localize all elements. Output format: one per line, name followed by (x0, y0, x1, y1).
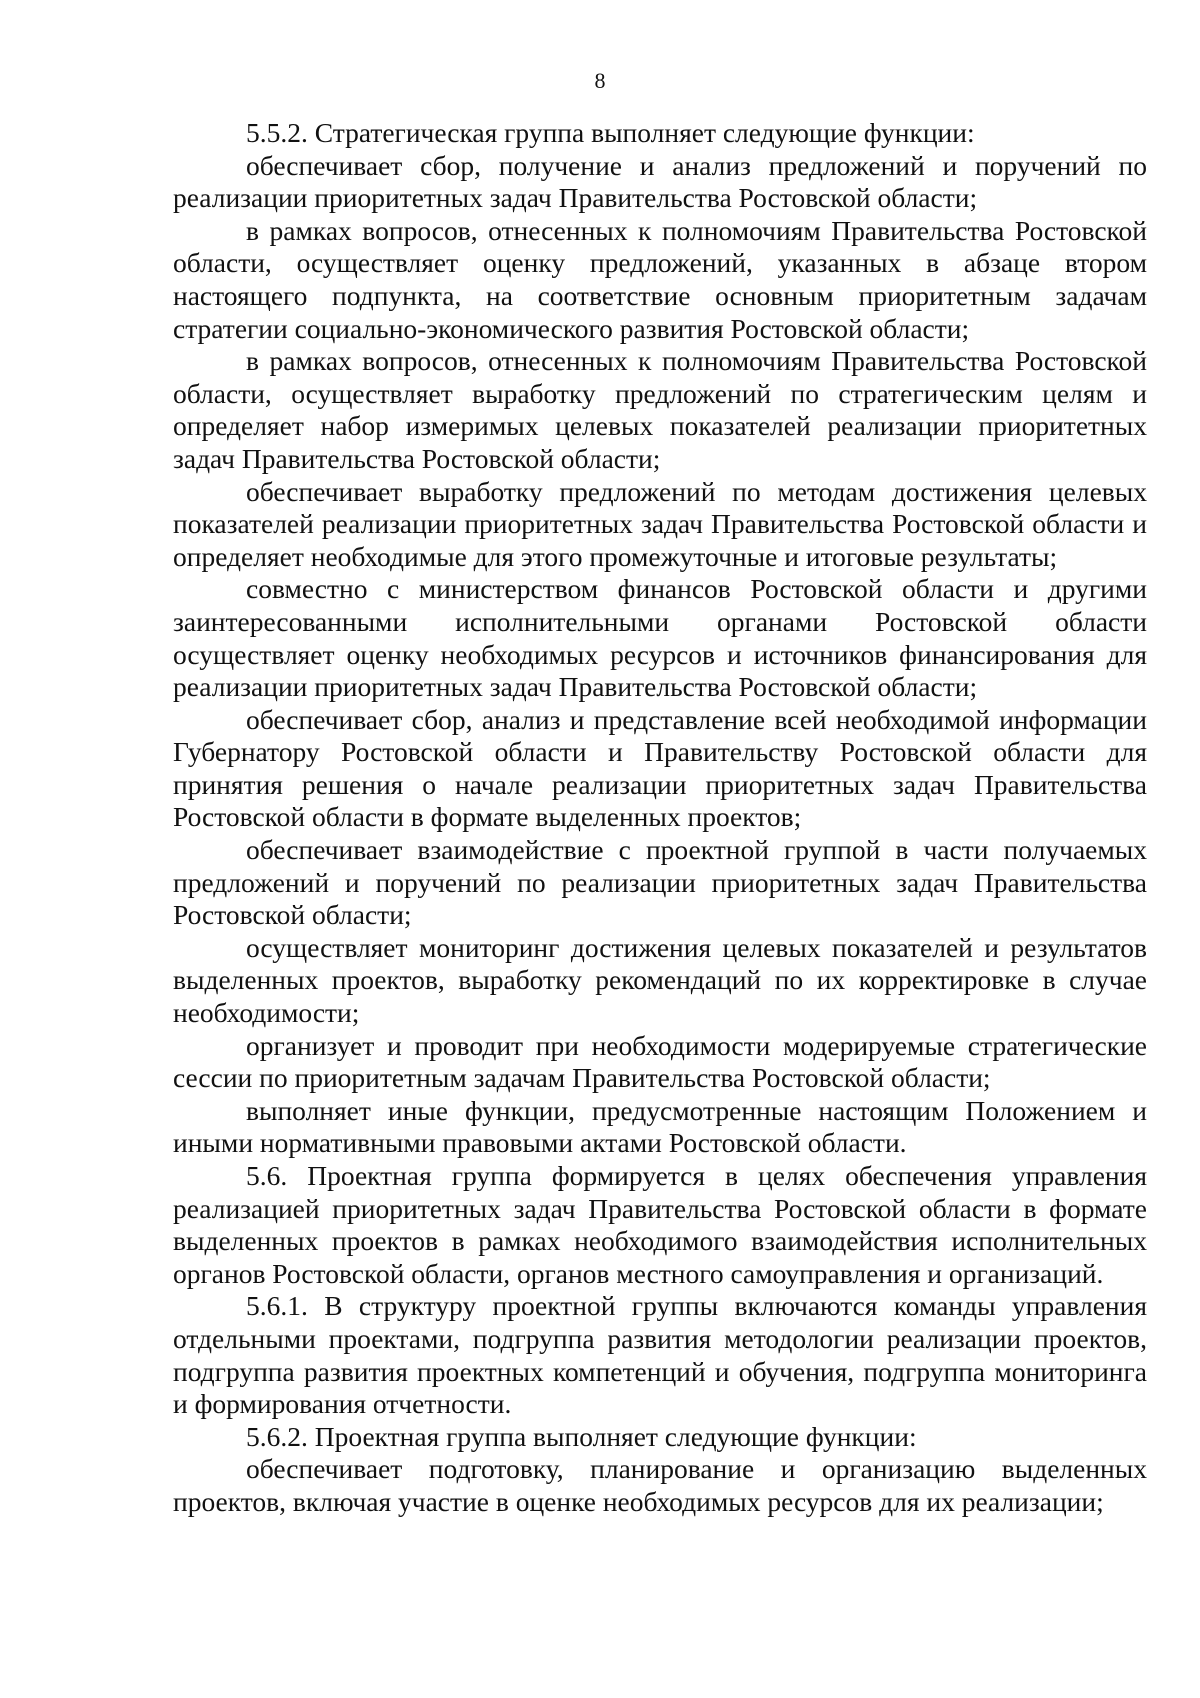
paragraph: обеспечивает сбор, анализ и представление всей необходимой информации Губернатору Ростовской области и Правительству Ростовской области для принятия решения о начале реализации приоритетных задач Правительства Ростовской области в формате выделенных проектов; (173, 703, 1147, 833)
paragraph-5-6: 5.6. Проектная группа формируется в целях обеспечения управления реализацией приоритетных задач Правительства Ростовской области в формате выделенных проектов в рамках необходимого взаимодействия исполнительных органов Ростовской области, органов местного самоуправления и организаций. (173, 1160, 1147, 1289)
paragraph: осуществляет мониторинг достижения целевых показателей и результатов выделенных проектов, выработку рекомендаций по их корректировке в случае необходимости; (173, 931, 1147, 1029)
paragraph: выполняет иные функции, предусмотренные настоящим Положением и иными нормативными правовыми актами Ростовской области. (173, 1094, 1147, 1159)
paragraph: обеспечивает подготовку, планирование и организацию выделенных проектов, включая участие в оценке необходимых ресурсов для их реализации; (173, 1453, 1147, 1517)
paragraph-5-6-2-heading: 5.6.2. Проектная группа выполняет следующие функции: (246, 1420, 917, 1452)
paragraph-5-6-1: 5.6.1. В структуру проектной группы включаются команды управления отдельными проектами, подгруппа развития методологии реализации проектов, подгруппа развития проектных компетенций и обучения, подгруппа мониторинга и формирования отчетности. (173, 1290, 1147, 1420)
paragraph: обеспечивает выработку предложений по методам достижения целевых показателей реализации приоритетных задач Правительства Ростовской области и определяет необходимые для этого промежуточные и итоговые результаты; (173, 475, 1147, 572)
paragraph: организует и проводит при необходимости модерируемые стратегические сессии по приоритетным задачам Правительства Ростовской области; (173, 1029, 1147, 1094)
paragraph: совместно с министерством финансов Ростовской области и другими заинтересованными исполнительными органами Ростовской области осуществляет оценку необходимых ресурсов и источников финансирования для реализации приоритетных задач Правительства Ростовской области; (173, 573, 1147, 703)
paragraph: обеспечивает сбор, получение и анализ предложений и поручений по реализации приоритетных задач Правительства Ростовской области; (173, 149, 1147, 214)
document-body (173, 117, 1147, 1519)
paragraph: обеспечивает взаимодействие с проектной группой в части получаемых предложений и поручений по реализации приоритетных задач Правительства Ростовской области; (173, 834, 1147, 931)
paragraph-5-5-2-heading: 5.5.2. Стратегическая группа выполняет следующие функции: (246, 117, 975, 148)
page-number: 8 (594, 68, 606, 93)
paragraph: в рамках вопросов, отнесенных к полномочиям Правительства Ростовской области, осуществляет выработку предложений по стратегическим целям и определяет набор измеримых целевых показателей реализации приоритетных задач Правительства Ростовской области; (173, 345, 1147, 474)
paragraph: в рамках вопросов, отнесенных к полномочиям Правительства Ростовской области, осуществляет оценку предложений, указанных в абзаце втором настоящего подпункта, на соответствие основным приоритетным задачам стратегии социально-экономического развития Ростовской области; (173, 214, 1147, 344)
